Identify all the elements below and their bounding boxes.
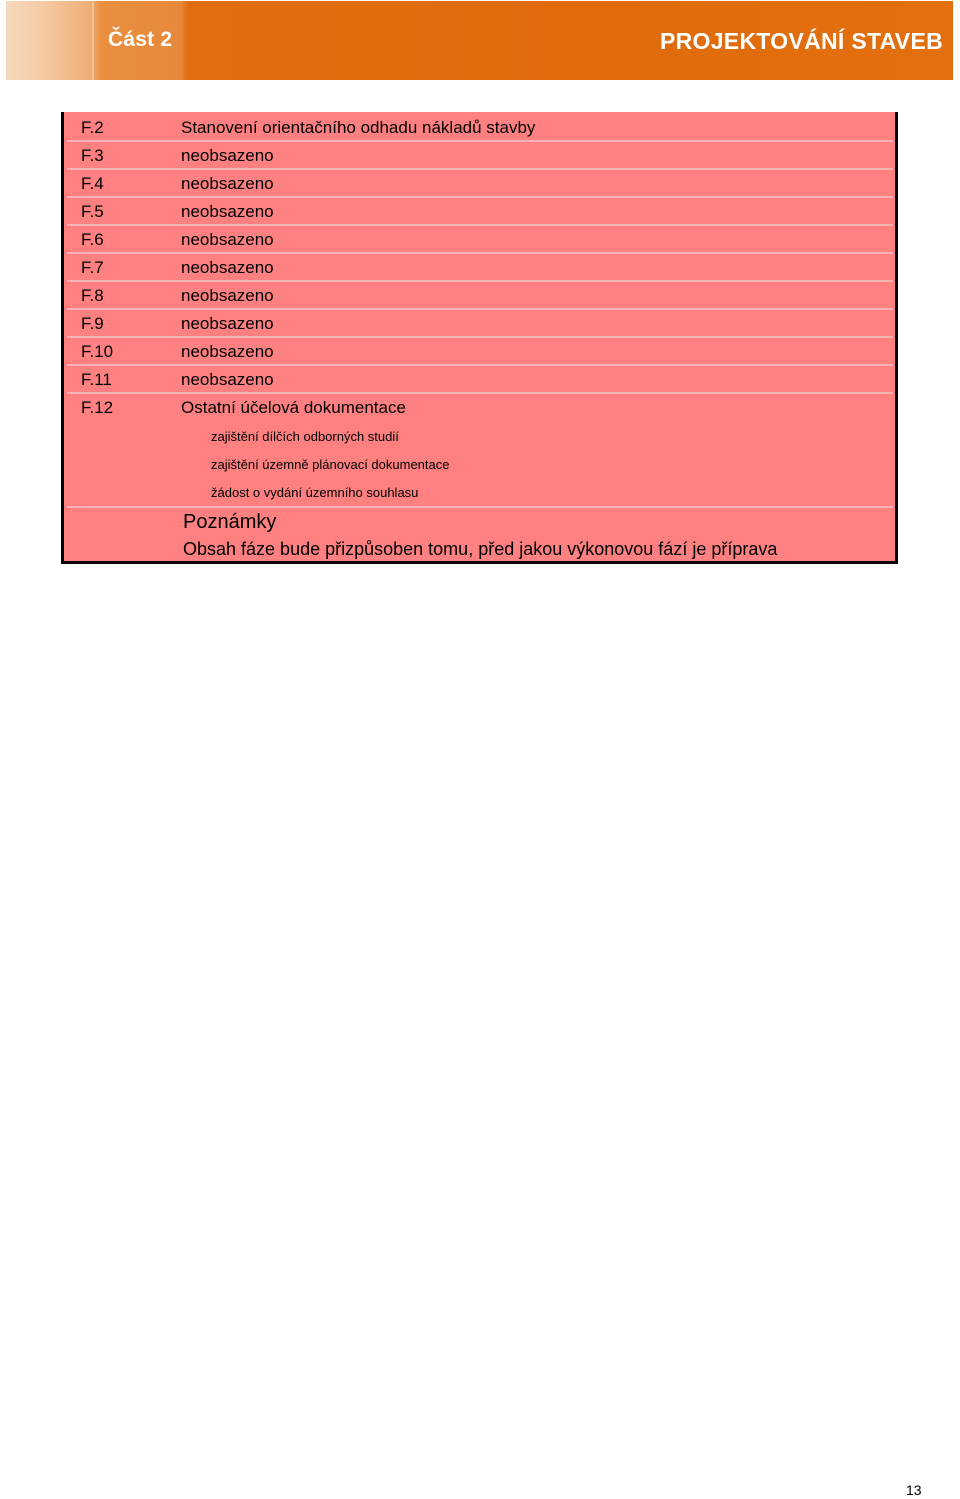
- header-banner: [6, 1, 953, 80]
- row-code: F.12: [81, 398, 114, 417]
- row-code: F.5: [81, 202, 104, 221]
- row-code: F.2: [81, 118, 104, 137]
- row-description: neobsazeno: [181, 286, 274, 305]
- row-description: neobsazeno: [181, 146, 274, 165]
- notes-divider: [67, 506, 893, 508]
- table-row: [64, 282, 895, 310]
- section-title: PROJEKTOVÁNÍ STAVEB: [659, 28, 943, 54]
- row-code: F.10: [81, 342, 114, 361]
- table-row: [64, 142, 895, 170]
- row-code: F.9: [81, 314, 104, 333]
- sub-item: zajištění dílčích odborných studií: [211, 429, 399, 444]
- row-description: neobsazeno: [181, 174, 274, 193]
- notes-text: Obsah fáze bude přizpůsoben tomu, před jakou výkonovou fází je příprava: [183, 539, 778, 559]
- row-description: neobsazeno: [181, 230, 274, 249]
- notes-title: Poznámky: [183, 511, 277, 533]
- row-description: neobsazeno: [181, 202, 274, 221]
- row-description: Ostatní účelová dokumentace: [181, 398, 406, 417]
- sub-item: zajištění územně plánovací dokumentace: [211, 457, 450, 472]
- table-row: [64, 114, 895, 142]
- table-row: [64, 310, 895, 338]
- page-number: 13: [906, 1482, 922, 1498]
- row-description: neobsazeno: [181, 370, 274, 389]
- row-description: neobsazeno: [181, 314, 274, 333]
- row-code: F.3: [81, 146, 104, 165]
- table-row: [64, 226, 895, 254]
- row-code: F.8: [81, 286, 104, 305]
- row-code: F.4: [81, 174, 104, 193]
- row-description: neobsazeno: [181, 258, 274, 277]
- row-code: F.6: [81, 230, 104, 249]
- table-row: [64, 170, 895, 198]
- table-row: [64, 394, 895, 422]
- table-row: [64, 338, 895, 366]
- header-stripe: [92, 1, 94, 80]
- table-row: [64, 198, 895, 226]
- row-code: F.7: [81, 258, 104, 277]
- sub-item: žádost o vydání územního souhlasu: [211, 485, 419, 500]
- phase-table: [61, 112, 898, 564]
- table-row: [64, 254, 895, 282]
- part-label: Část 2: [108, 28, 173, 51]
- row-description: neobsazeno: [181, 342, 274, 361]
- row-code: F.11: [81, 370, 112, 389]
- table-row: [64, 366, 895, 394]
- row-description: Stanovení orientačního odhadu nákladů stavby: [181, 118, 536, 137]
